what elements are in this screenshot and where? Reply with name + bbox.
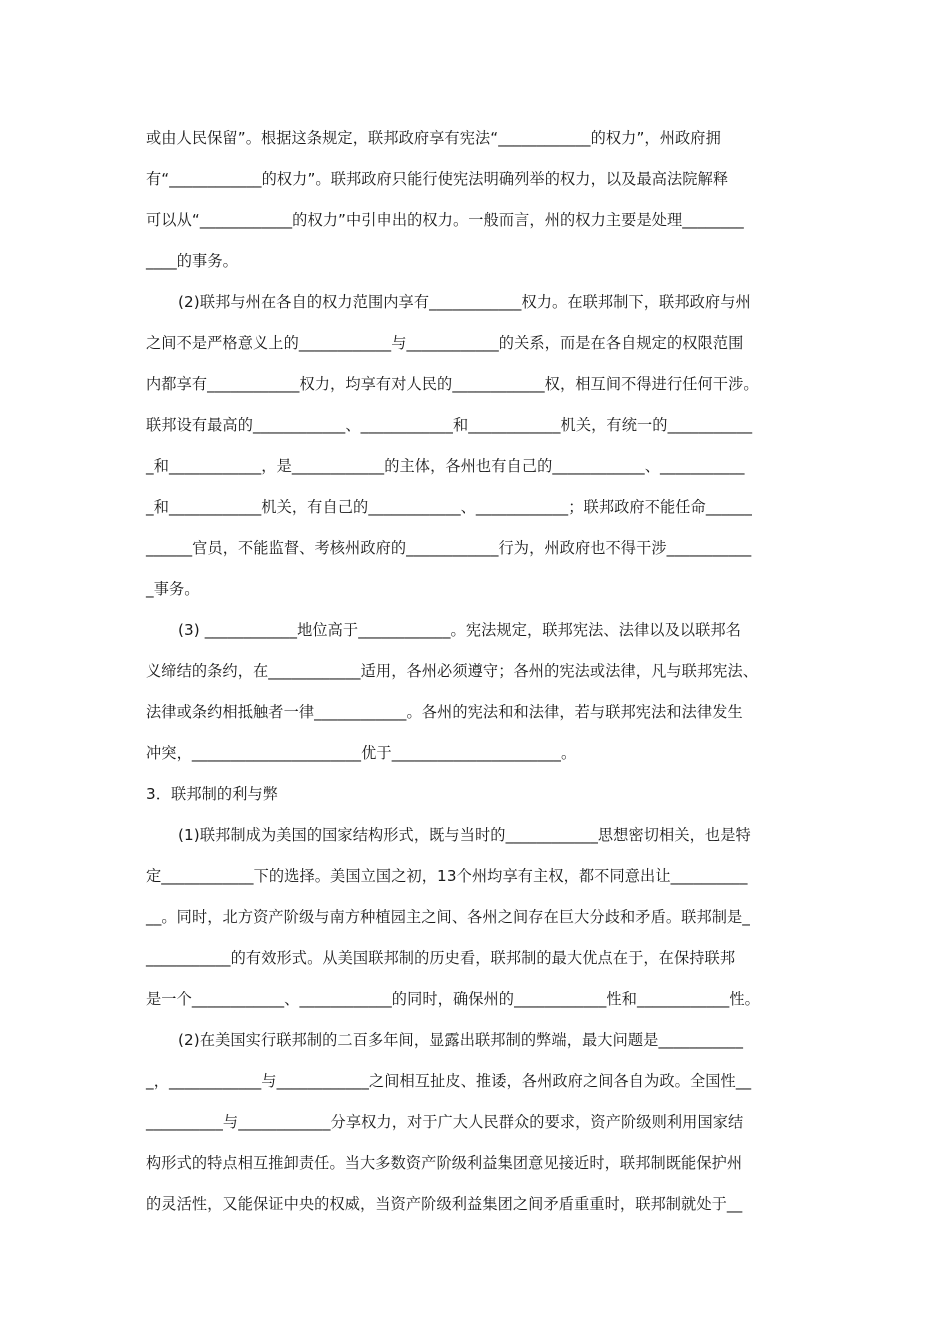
text-line: 法律或条约相抵触者一律____________。各州的宪法和和法律，若与联邦宪法和法律发生 [146, 703, 743, 721]
text-line: _和____________，是____________的主体，各州也有自己的____________、___________ [146, 457, 745, 475]
text-line: ____的事务。 [146, 252, 238, 270]
text-line: 之间不是严格意义上的____________与____________的关系，而是在各自规定的权限范围 [146, 334, 744, 352]
paragraph-start-line: (2)在美国实行联邦制的二百多年间，显露出联邦制的弊端，最大问题是___________ [178, 1031, 744, 1049]
text-line: 内都享有____________权力，均享有对人民的____________权，相互间不得进行任何干涉。 [146, 375, 759, 393]
text-line: 冲突，______________________优于______________________。 [146, 744, 577, 762]
section-heading: 3．联邦制的利与弊 [146, 785, 279, 803]
text-line: 构形式的特点相互推卸责任。当大多数资产阶级利益集团意见接近时，联邦制既能保护州 [146, 1154, 743, 1172]
text-line: _，____________与____________之间相互扯皮、推诿，各州政府之间各自为政。全国性__ [146, 1072, 752, 1090]
text-line: 定____________下的选择。美国立国之初，13个州均享有主权，都不同意出让__________ [146, 867, 748, 885]
paragraph-start-line: (2)联邦与州在各自的权力范围内享有____________权力。在联邦制下，联邦政府与州 [178, 293, 751, 311]
text-line: ___________的有效形式。从美国联邦制的历史看，联邦制的最大优点在于，在保持联邦 [146, 949, 736, 967]
paragraph-start-line: (3) ____________地位高于____________。宪法规定，联邦宪法、法律以及以联邦名 [178, 621, 742, 639]
text-line: _事务。 [146, 580, 200, 598]
text-line: 义缔结的条约，在____________适用，各州必须遵守；各州的宪法或法律，凡与联邦宪法、 [146, 662, 759, 680]
text-line: 是一个____________、____________的同时，确保州的____________性和____________性。 [146, 990, 760, 1008]
text-line: 可以从“____________的权力”中引申出的权力。一般而言，州的权力主要是处理________ [146, 211, 744, 229]
text-line: 联邦设有最高的____________、____________和____________机关，有统一的___________ [146, 416, 753, 434]
paragraph-start-line: (1)联邦制成为美国的国家结构形式，既与当时的____________思想密切相关，也是特 [178, 826, 751, 844]
text-line: _和____________机关，有自己的____________、____________；联邦政府不能任命______ [146, 498, 753, 516]
text-line: 的灵活性，又能保证中央的权威，当资产阶级利益集团之间矛盾重重时，联邦制就处于__ [146, 1195, 743, 1213]
text-line: __。同时，北方资产阶级与南方种植园主之间、各州之间存在巨大分歧和矛盾。联邦制是_ [146, 908, 751, 926]
text-line: 或由人民保留”。根据这条规定，联邦政府享有宪法“____________的权力”，州政府拥 [146, 129, 721, 147]
document-body [146, 118, 814, 1225]
text-line: 有“____________的权力”。联邦政府只能行使宪法明确列举的权力，以及最高法院解释 [146, 170, 729, 188]
text-line: __________与____________分享权力，对于广大人民群众的要求，资产阶级则利用国家结 [146, 1113, 744, 1131]
text-line: ______官员，不能监督、考核州政府的____________行为，州政府也不得干涉___________ [146, 539, 752, 557]
